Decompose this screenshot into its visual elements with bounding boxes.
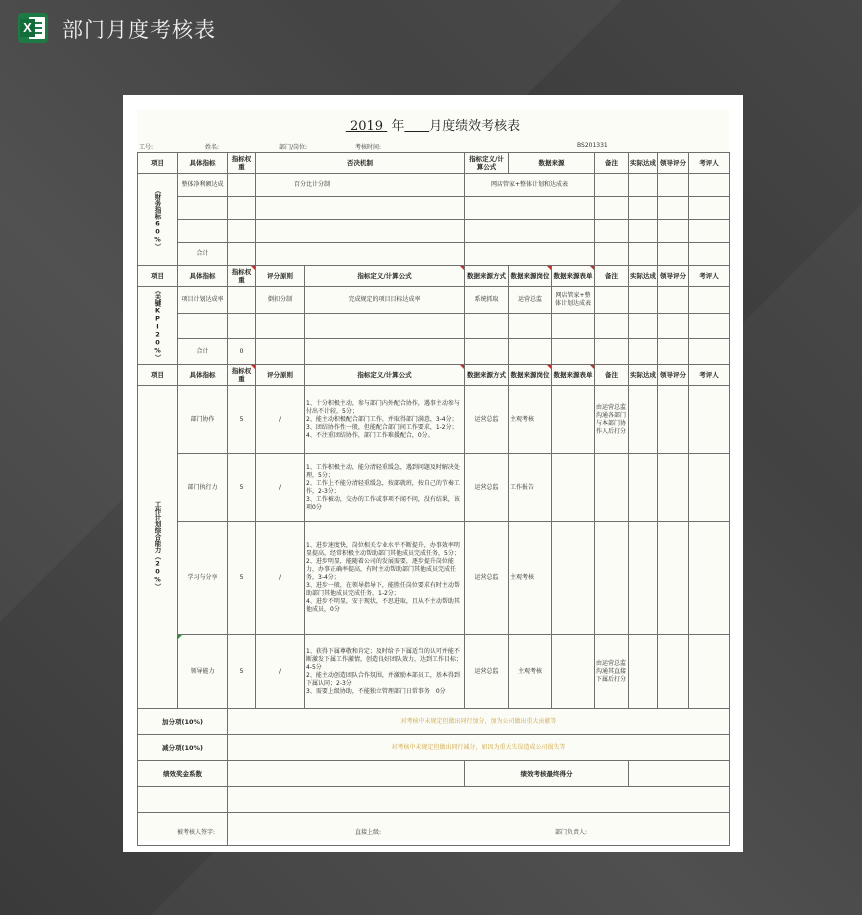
sec1-header-row xyxy=(138,153,730,174)
form-title-suffix: 月度绩效考核表 xyxy=(429,119,521,134)
form-title: 2019 年 月度绩效考核表 xyxy=(349,119,521,134)
sec1-row1-source: 网店管家+整体计划和达成表 xyxy=(465,174,595,197)
dept-head-signature-label: 部门负责人: xyxy=(555,829,588,836)
sec1-row1-indicator: 整体净利额达成 xyxy=(178,174,228,197)
sec3-row-4: 领导能力 5 / 1、获得下属尊敬和肯定；及时给予下属适当的认可并能不断激发下属工作激情，创造良好团队效力，达到工作目标； 4-5分 2、能主动创造团队合作氛围，并激励本部员工，基本得到下属认同；2-3分 3、需要上级协助，不能独立管理部门日常事务 0分 运营总监 主观考核 由运营总监沟通其直接下属后打分 xyxy=(138,635,730,709)
supervisor-signature-label: 直接上级: xyxy=(355,829,382,836)
sec2-row1-form: 网店管家+整体计划达成表 xyxy=(552,287,595,314)
assessee-signature-label: 被考核人签字: xyxy=(177,829,216,836)
sec2-row1-indicator: 项目计划达成率 xyxy=(178,287,228,314)
sec1-row1-veto: 百分比计分制 xyxy=(256,174,465,197)
excel-icon: X xyxy=(18,13,48,43)
sec3-row-3: 学习与分享 5 / 1、进步速度快，岗位相关专业水平不断提升，办事效率明显提高，经常积极主动帮助部门其他成员完成任务，5分； 2、进步明显，能随着公司的发展需要，逐步提升岗位能力，办事正确率提高，有时主动帮助部门其他成员完成任务，3-4分； 3、进步一般，在领导指导下，能胜任岗位要求有时主动帮助部门其他成员完成任务，1-2分； 4、进步不明显，安于现状，不思进取，且从不主动帮助其他成员，0分 运营总监 主观考核 xyxy=(138,522,730,635)
hdr-project: 项目 xyxy=(138,153,178,174)
bonus-label: 加分项(10%) xyxy=(138,709,228,735)
emp-no-label: 工号: xyxy=(139,144,154,151)
sec2-row-1 xyxy=(138,287,730,314)
sec3-label: 工作计划综合能力（20%） xyxy=(138,386,178,709)
form-code: BS201331 xyxy=(577,142,608,149)
name-label: 姓名: xyxy=(205,144,220,151)
sec2-total-weight: 0 xyxy=(228,339,256,365)
hdr-indicator: 具体指标 xyxy=(178,153,228,174)
sec3-header-row: 项目 具体指标 指标权重 评分原则 指标定义/计算公式 数据来源方式 数据来源岗位 数据来源表单 备注 实际达成 领导评分 考评人 xyxy=(138,365,730,386)
form-title-year: 2019 xyxy=(349,119,384,134)
sec2-row1-method: 系统抓取 xyxy=(465,287,509,314)
document-preview xyxy=(123,95,743,852)
coef-label: 绩效奖金系数 xyxy=(138,761,228,787)
hdr-source: 数据来源 xyxy=(509,153,595,174)
hdr-definition: 指标定义/计算公式 xyxy=(465,153,509,174)
deduct-label: 减分项(10%) xyxy=(138,735,228,761)
spreadsheet-area xyxy=(137,109,729,841)
sec2-header-row: 项目 具体指标 指标权重 评分原则 指标定义/计算公式 数据来源方式 数据来源岗位 数据来源表单 备注 实际达成 领导评分 考评人 xyxy=(138,266,730,287)
deduct-row xyxy=(138,735,730,761)
bonus-row xyxy=(138,709,730,735)
sec3-row-1: 工作计划综合能力（20%） 部门协作 5 / 1、十分积极主动，参与部门内外配合协作，遇事主动参与付出不计较，5分； 2、能主动积极配合部门工作，并取得部门满意，3-4分； 3、团结协作性一般，但能配合部门间工作要求，1-2分； 4、不注重团结协作，部门工作难援配合，0分。 运营总监 主观考核 由运营总监沟通各部门与本部门协作人后打分 xyxy=(138,386,730,454)
hdr-note: 备注 xyxy=(595,153,629,174)
sec2-row1-rule: 倒扣分制 xyxy=(256,287,305,314)
sec1-total-label: 合计 xyxy=(178,243,228,266)
hdr-actual: 实际达成 xyxy=(629,153,658,174)
coef-row xyxy=(138,761,730,787)
sec2-row1-definition: 完成规定的项目目标达成率 xyxy=(305,287,465,314)
page-title: 部门月度考核表 xyxy=(62,18,216,42)
period-label: 考核时间: xyxy=(355,144,382,151)
hdr-leader-score: 领导评分 xyxy=(658,153,689,174)
sec1-total-row xyxy=(138,243,730,266)
hdr-weight: 指标权重 xyxy=(228,153,256,174)
sec2-total-label: 合计 xyxy=(178,339,228,365)
hdr-veto: 否决机制 xyxy=(256,153,465,174)
sec3-row-2: 部门执行力 5 / 1、工作积极主动，能分清轻重缓急，遇到问题及时解决处理，5分； 2、工作上不能分清轻重缓急，按部就班，按自己的节奏工作，2-3分； 3、工作被动，交办的工作或事项不闻不问，没有结果，该项0分 运营总监 工作报告 xyxy=(138,454,730,522)
sec1-row-1 xyxy=(138,174,730,197)
final-score-label: 绩效考核最终得分 xyxy=(465,761,629,787)
dept-label: 部门/岗位: xyxy=(279,144,308,151)
deduct-text: 对考核中未规定但做出同行减分，如因为重大失误造成公司损失等 xyxy=(228,735,730,761)
sec2-row1-post: 运营总监 xyxy=(509,287,552,314)
sec2-label: （关键KPI20%） xyxy=(138,287,178,365)
sec1-label: （财务指标60%） xyxy=(138,174,178,266)
assessment-table xyxy=(137,152,730,846)
hdr-assessor: 考评人 xyxy=(689,153,730,174)
app-header xyxy=(0,0,862,60)
sec2-total-row xyxy=(138,339,730,365)
bonus-text: 对考核中未规定但做出同行加分，加为公司做出重大贡献等 xyxy=(228,709,730,735)
